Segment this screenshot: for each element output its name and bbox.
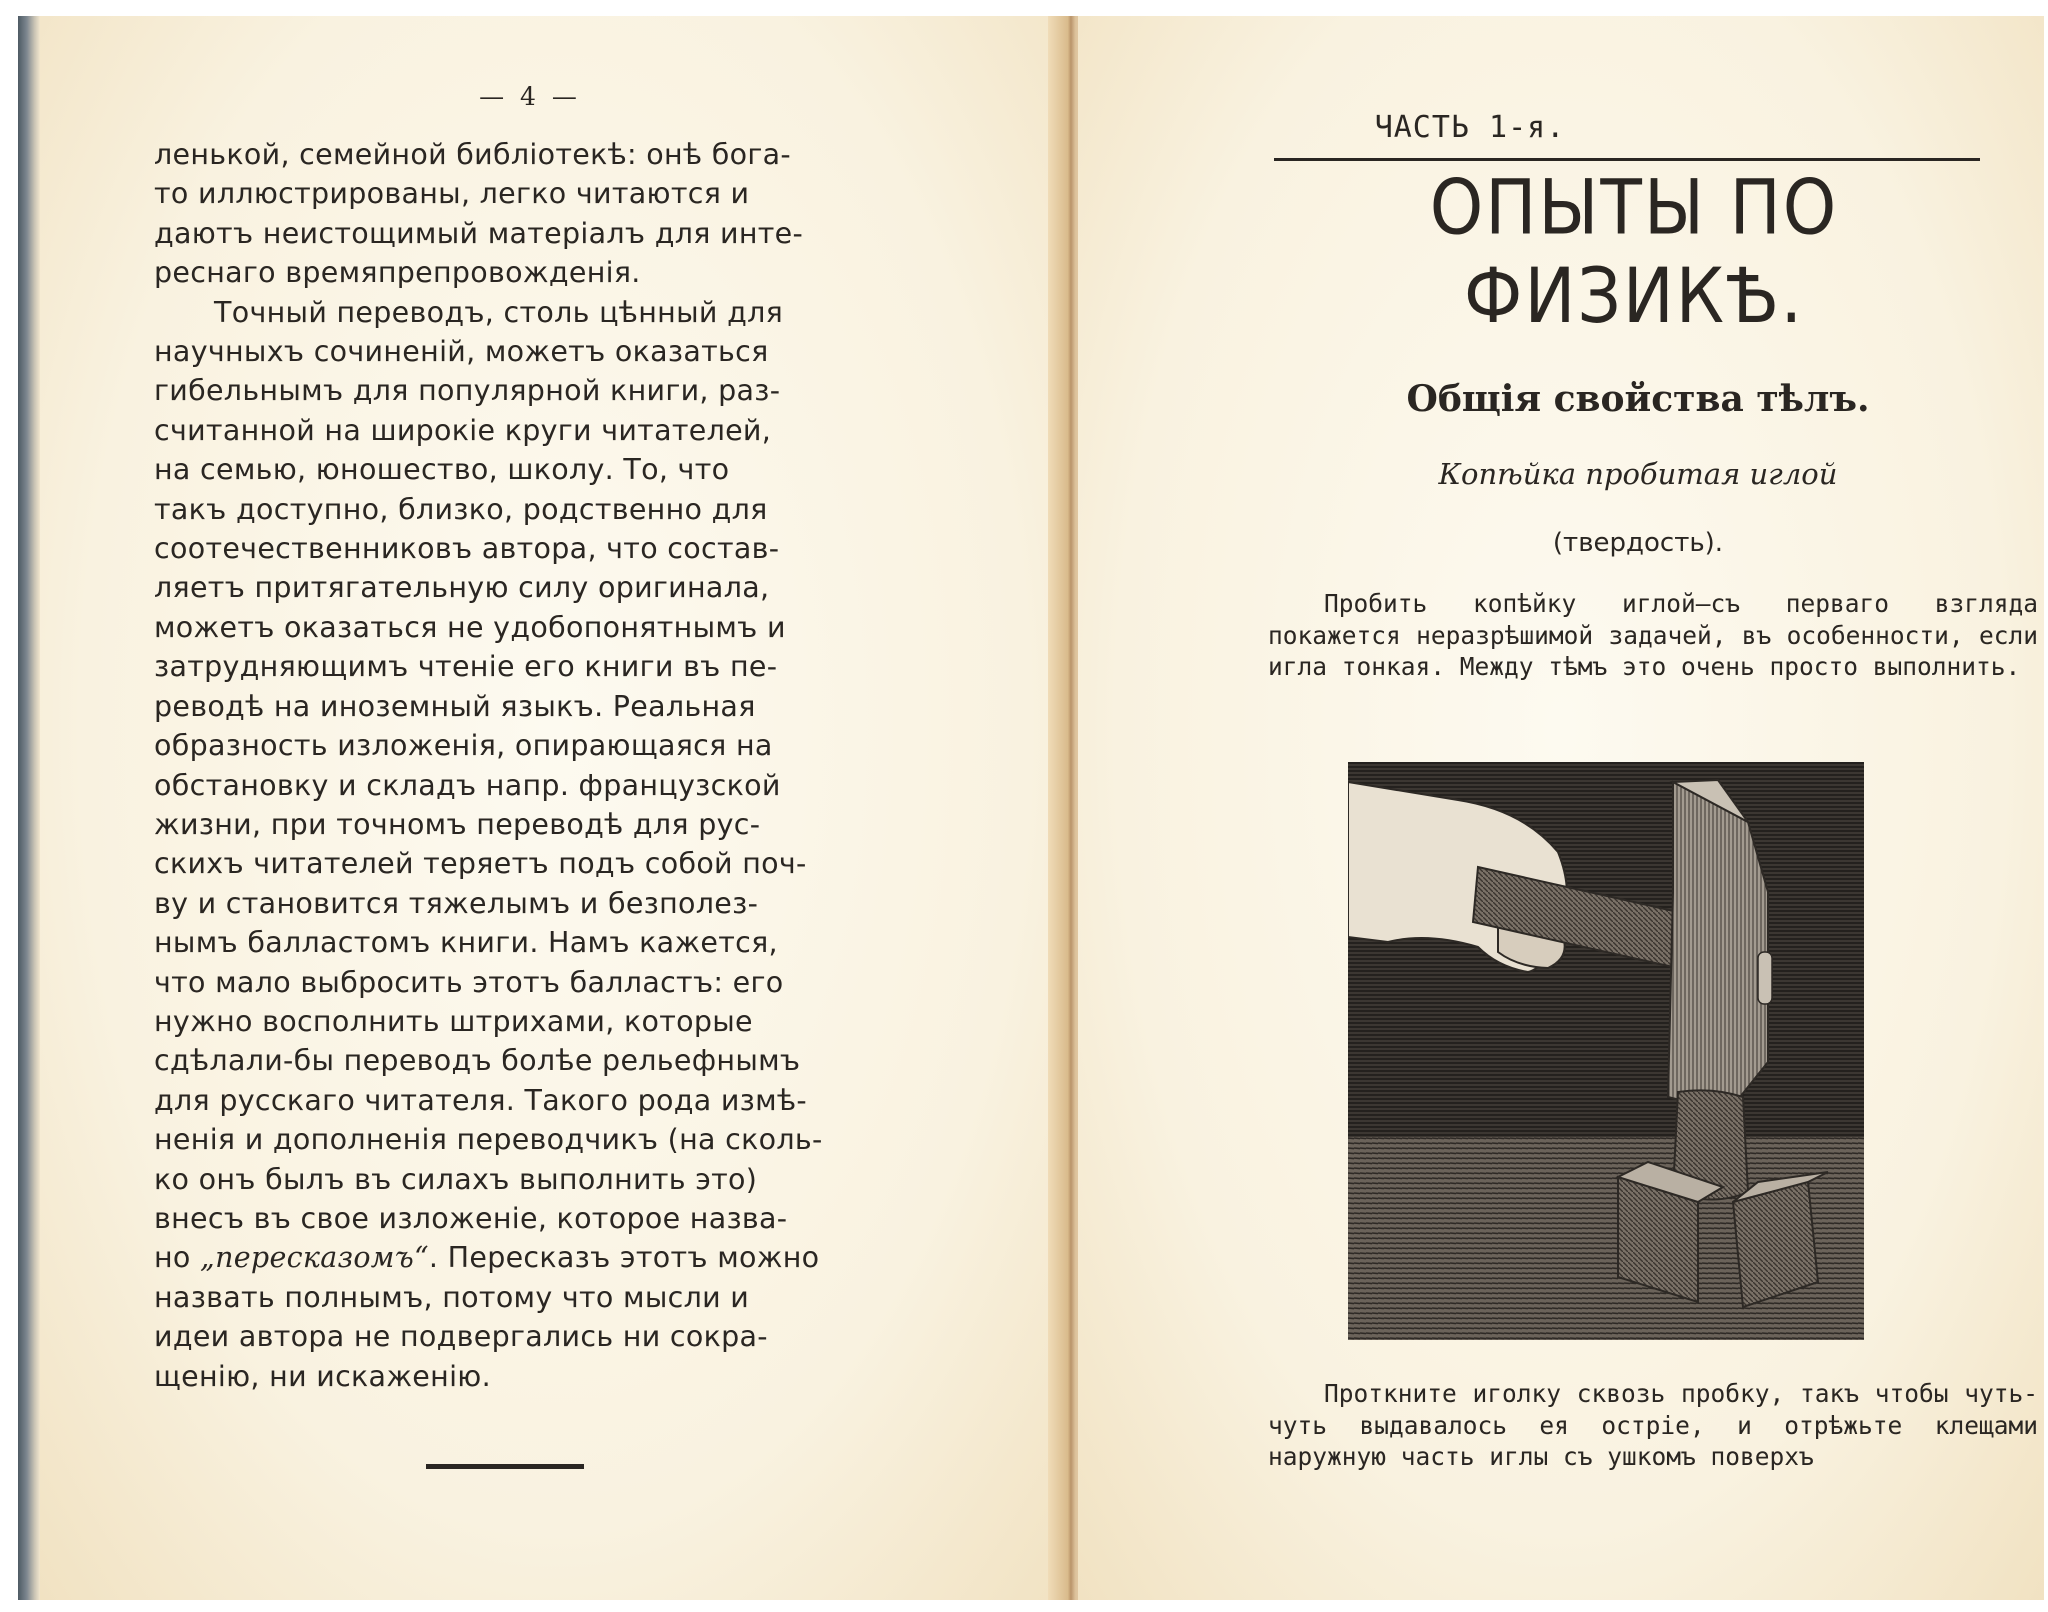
text-line: ленькой, семейной библіотекѣ: онѣ бога- bbox=[154, 138, 792, 171]
paragraph bbox=[1268, 1378, 2038, 1473]
page-number: — 4 — bbox=[479, 82, 581, 111]
main-title: ОПЫТЫ ПО ФИЗИКѢ. bbox=[1429, 164, 1839, 341]
text-line: нужно восполнить штрихами, которые bbox=[154, 1004, 753, 1038]
text-line: такъ доступно, близко, родственно для bbox=[154, 492, 768, 526]
subtitle: Копѣйка пробитая иглой bbox=[1438, 457, 1838, 491]
text-line: гибельнымъ для популярной книги, раз- bbox=[154, 374, 781, 408]
text-line: можетъ оказаться не удобопонятнымъ и bbox=[154, 610, 786, 644]
text-line: Точный переводъ, столь цѣнный для bbox=[214, 295, 784, 329]
paragraph-text: Проткните иголку сквозь пробку, такъ чтобы чуть-чуть выдавалось ея остріе, и отрѣжьте клещами наружную часть иглы съ ушкомъ поверхъ bbox=[1268, 1379, 2038, 1471]
text-line: считанной на широкіе круги читателей, bbox=[154, 413, 772, 447]
left-page-body bbox=[154, 135, 892, 1396]
text-line: что мало выбросить этотъ балластъ: его bbox=[154, 965, 784, 999]
text-line: сдѣлали-бы переводъ болѣе рельефнымъ bbox=[154, 1044, 801, 1078]
text-line: то иллюстрированы, легко читаются и bbox=[154, 177, 750, 211]
text-line: щенію, ни искаженію. bbox=[154, 1359, 491, 1393]
section-title: Общія свойства тѣлъ. bbox=[1406, 378, 1870, 420]
italic-word: „пересказомъ“ bbox=[200, 1241, 429, 1275]
open-book bbox=[18, 16, 2044, 1600]
text-line: скихъ читателей теряетъ подъ собой поч- bbox=[154, 847, 807, 881]
book-cover-edge bbox=[18, 16, 40, 1600]
text-line bbox=[154, 1238, 892, 1277]
text-line: идеи автора не подвергались ни сокра- bbox=[154, 1320, 768, 1354]
text-line: жизни, при точномъ переводѣ для рус- bbox=[154, 807, 761, 841]
text-fragment: но bbox=[154, 1241, 201, 1275]
text-line: обстановку и складъ напр. французской bbox=[154, 768, 781, 802]
text-fragment: . Пересказъ этотъ можно bbox=[428, 1241, 820, 1275]
text-line: внесъ въ свое изложеніе, которое назва- bbox=[154, 1201, 788, 1235]
hammer-engraving bbox=[1348, 762, 1864, 1340]
text-line: реводѣ на иноземный языкъ. Реальная bbox=[154, 689, 756, 723]
text-line: образность изложенія, опирающаяся на bbox=[154, 729, 773, 763]
subtitle-paren: (твердость). bbox=[1552, 528, 1724, 558]
text-line: для русскаго читателя. Такого рода измѣ- bbox=[154, 1083, 807, 1117]
text-line: назвать полнымъ, потому что мысли и bbox=[154, 1280, 750, 1314]
part-label: ЧАСТЬ 1-я. bbox=[1374, 110, 1566, 145]
text-line: на семью, юношество, школу. То, что bbox=[154, 453, 730, 487]
text-line: ко онъ былъ въ силахъ выполнить это) bbox=[154, 1162, 758, 1196]
end-rule bbox=[426, 1464, 584, 1469]
text-line: ляетъ притягательную силу оригинала, bbox=[154, 571, 770, 605]
text-line: реснаго времяпрепровожденія. bbox=[154, 256, 641, 290]
text-line: научныхъ сочиненій, можетъ оказаться bbox=[154, 335, 769, 369]
text-line: даютъ неистощимый матеріалъ для инте- bbox=[154, 216, 804, 250]
title-rule bbox=[1274, 158, 1980, 161]
text-line: ву и становится тяжелымъ и безполез- bbox=[154, 886, 759, 920]
paragraph-text: Пробить копѣйку иглой—съ перваго взгляда покажется неразрѣшимой задачей, въ особенности, если игла тонкая. Между тѣмъ это очень просто выполнить. bbox=[1268, 589, 2038, 681]
text-line: нымъ балластомъ книги. Намъ кажется, bbox=[154, 926, 778, 960]
text-line: ненія и дополненія переводчикъ (на сколь- bbox=[154, 1123, 823, 1157]
text-line: затрудняющимъ чтеніе его книги въ пе- bbox=[154, 650, 778, 684]
right-page bbox=[1078, 16, 2044, 1600]
left-page bbox=[40, 16, 1070, 1600]
paragraph bbox=[1268, 588, 2038, 683]
text-line: соотечественниковъ автора, что состав- bbox=[154, 532, 780, 566]
